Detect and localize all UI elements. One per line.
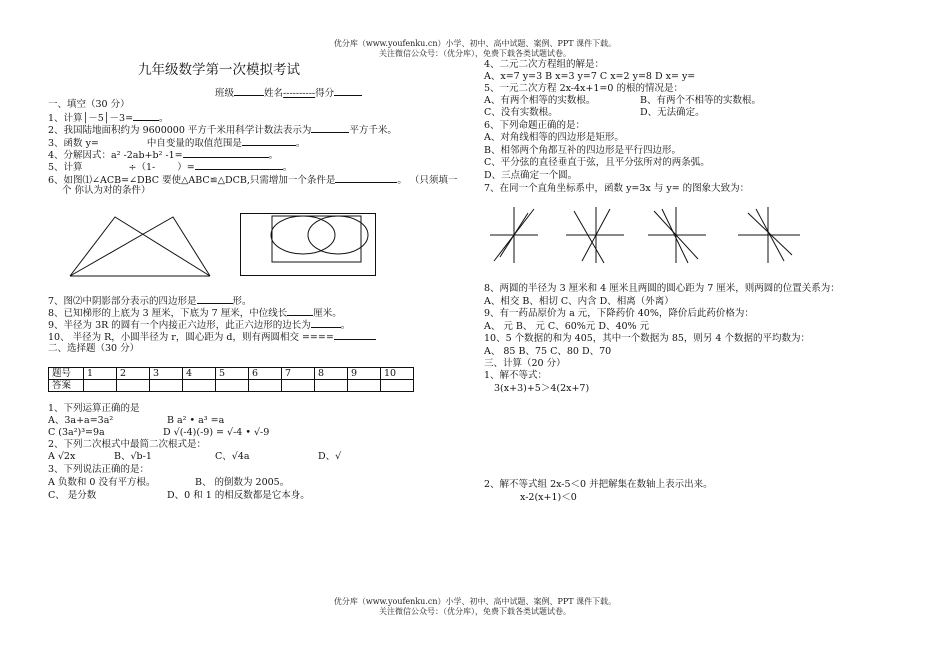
footer-line-1: 优分库（www.youfenku.cn）小学、初中、高中试题、案例、PPT 课件下载。: [333, 597, 617, 606]
fig2-circle-right: [308, 216, 368, 254]
q10-blank[interactable]: [334, 330, 376, 340]
right-q8-options: A、相交 B、相切 C、内含 D、相离（外离）: [484, 296, 674, 307]
q2-end: 平方千米。: [349, 125, 397, 136]
table-num: 7: [282, 368, 315, 380]
right-q8: 8、两圆的半径为 3 厘米和 4 厘米且两圆的圆心距为 7 厘米，则两圆的位置关系为：: [484, 283, 840, 294]
right-q5-a: A、有两个相等的实数根。: [484, 95, 596, 106]
figure-1-triangles: [70, 216, 212, 278]
answer-cell[interactable]: [216, 380, 249, 392]
q1-blank[interactable]: [133, 111, 159, 121]
choice-3: 3、下列说法正确的是：: [48, 464, 150, 475]
q5-text-b: ÷（1-: [128, 162, 156, 173]
choice-2-a: A √2x: [48, 451, 76, 462]
score-label: 得分: [315, 88, 335, 99]
fig1-triangle-abc: [70, 217, 210, 276]
table-num: 10: [381, 368, 414, 380]
q9-blank[interactable]: [311, 318, 341, 328]
right-q5-c: C、没有实数根。: [484, 107, 558, 118]
q3-text-b: 中自变量的取值范围是: [146, 138, 242, 149]
q3-blank[interactable]: [242, 136, 296, 146]
q1-end: 。: [159, 113, 169, 124]
answer-table-header-row: [49, 368, 414, 380]
answer-table-answer-row: [49, 380, 414, 392]
q7-text: 7、图⑵中阴影部分表示的四边形是: [48, 296, 197, 307]
q6-blank[interactable]: [335, 173, 397, 183]
graph-c-line-2: [662, 209, 688, 263]
table-num: 5: [216, 368, 249, 380]
choice-2: 2、下列二次根式中最简二次根式是：: [48, 439, 207, 450]
question-6-cont: 个 你认为对的条件）: [62, 185, 151, 196]
q7-blank[interactable]: [197, 294, 233, 304]
answer-cell[interactable]: [282, 380, 315, 392]
choice-1: 1、下列运算正确的是: [48, 403, 140, 414]
answer-cell[interactable]: [315, 380, 348, 392]
q8-text: 8、已知梯形的上底为 3 厘米，下底为 7 厘米，中位线长: [48, 308, 288, 319]
q5-text: 5、计算: [48, 162, 83, 173]
choice-1-c: C (3a²)³=9a: [48, 427, 105, 438]
choice-2-d: D、√: [318, 451, 342, 462]
q2-blank[interactable]: [311, 123, 349, 133]
right-q9: 9、有一药品原价为 a 元，下降药价 40%，降价后此药价格为：: [484, 308, 754, 319]
q4-blank[interactable]: [183, 148, 269, 158]
table-num: 9: [348, 368, 381, 380]
q3-text: 3、函数 y=: [48, 138, 99, 149]
q1-text: 1、计算│－5│－3=: [48, 113, 134, 124]
graph-option-d: [738, 207, 802, 263]
q7-end: 形。: [232, 296, 252, 307]
section-fill-in: 一、填空（30 分）: [48, 99, 130, 110]
table-num: 2: [117, 368, 150, 380]
score-blank[interactable]: [334, 86, 362, 96]
q4-text: 4、分解因式：a² -2ab+b² -1=: [48, 150, 183, 161]
q9-end: 。: [340, 320, 351, 331]
right-q10-options: A、 85 B、75 C、80 D、70: [484, 346, 612, 357]
fig2-outer-rect: [241, 214, 376, 276]
right-q10: 10、5 个数据的和为 405，其中一个数据为 85，则另 4 个数据的平均数为：: [484, 333, 810, 344]
right-q5-d: D、无法确定。: [640, 107, 705, 118]
choice-3-c: C、 是分数: [48, 490, 97, 501]
table-answer-label: 答案: [49, 380, 84, 392]
choice-2-c: C、√4a: [215, 451, 250, 462]
footer-line-2: 关注微信公众号：（优分库），免费下载各类试题试卷。: [379, 607, 571, 616]
graph-b-line-2: [574, 211, 604, 263]
right-q6-b: B、相邻两个角都互补的四边形是平行四边形。: [484, 145, 681, 156]
question-5: [48, 160, 292, 174]
q10-text: 10、 半径为 R，小圆半径为 r，圆心距为 d，则有两圆相交 ====: [48, 332, 334, 343]
choice-1-d: D √(-4)(-9) = √-4 • √-9: [163, 427, 270, 438]
q3-end: 。: [295, 138, 306, 149]
choice-1-b: B a² • a³ =a: [167, 415, 225, 426]
answer-cell[interactable]: [183, 380, 216, 392]
table-num: 1: [84, 368, 117, 380]
problem-1: 1、解不等式：: [484, 370, 548, 381]
question-2: [48, 123, 397, 137]
table-num: 4: [183, 368, 216, 380]
fig2-circle-left: [271, 216, 335, 254]
right-q5-b: B、有两个不相等的实数根。: [640, 95, 761, 106]
fig1-triangle-dcb: [70, 217, 210, 276]
name-label: 姓名: [264, 88, 284, 99]
choice-3-d: D、0 和 1 的相反数都是它本身。: [167, 490, 310, 501]
table-num: 8: [315, 368, 348, 380]
section-calculation: 三、计算（20 分）: [484, 358, 566, 369]
fig2-inner-rect: [272, 216, 361, 262]
class-blank[interactable]: [234, 86, 264, 96]
right-q4-options: A、x=7 y=3 B x=3 y=7 C x=2 y=8 D x= y=: [484, 71, 696, 82]
q6-text-b: 。 （只须填一: [397, 175, 458, 186]
answer-cell[interactable]: [381, 380, 414, 392]
q2-text: 2、我国陆地面积约为 9600000 平方千米用科学计数法表示为: [48, 125, 312, 136]
name-blank[interactable]: ----------: [283, 88, 316, 99]
table-num: 3: [150, 368, 183, 380]
right-q6: 6、下列命题正确的是：: [484, 120, 586, 131]
header-line-2: 关注微信公众号：（优分库），免费下载各类试题试卷。: [379, 49, 571, 58]
right-q6-a: A、对角线相等的四边形是矩形。: [484, 132, 624, 143]
choice-3-a: A 负数和 0 没有平方根。: [48, 477, 156, 488]
graph-option-b: [566, 207, 626, 263]
header-line-1: 优分库（www.youfenku.cn）小学、初中、高中试题、案例、PPT 课件下载。: [333, 39, 617, 48]
right-q4: 4、二元二次方程组的解是：: [484, 59, 605, 70]
problem-2-second: x-2(x+1)＜0: [520, 492, 577, 503]
question-10: [48, 330, 376, 344]
exam-title: 九年级数学第一次模拟考试: [138, 62, 300, 78]
right-q7: 7、在同一个直角坐标系中，函数 y=3x 与 y= 的图象大致为：: [484, 183, 750, 194]
answer-table: [48, 367, 414, 392]
answer-cell[interactable]: [117, 380, 150, 392]
table-header-label: 题号: [49, 368, 84, 380]
student-info-line: [215, 86, 362, 100]
choice-3-b: B、 的倒数为 2005。: [195, 477, 290, 488]
section-choice: 二、选择题（30 分）: [48, 343, 140, 354]
answer-cell[interactable]: [249, 380, 282, 392]
choice-1-a: A、3a+a=3a²: [48, 415, 114, 426]
graph-option-c: [648, 207, 708, 263]
q8-blank[interactable]: [287, 306, 313, 316]
q9-text: 9、半径为 3R 的圆有一个内接正六边形，此正六边形的边长为: [48, 320, 311, 331]
problem-1-expression: 3(x+3)+5＞4(2x+7): [494, 383, 590, 394]
q8-end: 厘米。: [313, 308, 342, 319]
right-q5: 5、一元二次方程 2x-4x+1=0 的根的情况是：: [484, 83, 683, 94]
choice-2-b: B、√b-1: [114, 451, 152, 462]
q5-blank[interactable]: [195, 160, 283, 170]
class-label: 班级: [215, 88, 235, 99]
q6-text: 6、如图⑴∠ACB=∠DBC 要使△ABC≌△DCB,只需增加一个条件是: [48, 175, 336, 186]
table-num: 6: [249, 368, 282, 380]
graph-d-line-2: [748, 213, 792, 255]
q5-end: 。: [282, 162, 293, 173]
figure-2-rect-circles: [240, 213, 376, 277]
q5-text-c: ）=: [177, 162, 195, 173]
right-q6-c: C、平分弦的直径垂直于弦，且平分弦所对的两条弧。: [484, 157, 710, 168]
graph-option-a: [490, 207, 540, 263]
right-q9-options: A、 元 B、 元 C、60%元 D、40% 元: [484, 321, 650, 332]
right-q6-d: D、三点确定一个圆。: [484, 170, 578, 181]
answer-cell[interactable]: [348, 380, 381, 392]
answer-cell[interactable]: [150, 380, 183, 392]
problem-2: 2、解不等式组 2x-5＜0 并把解集在数轴上表示出来。: [484, 479, 713, 490]
q4-end: 。: [268, 150, 279, 161]
answer-cell[interactable]: [84, 380, 117, 392]
